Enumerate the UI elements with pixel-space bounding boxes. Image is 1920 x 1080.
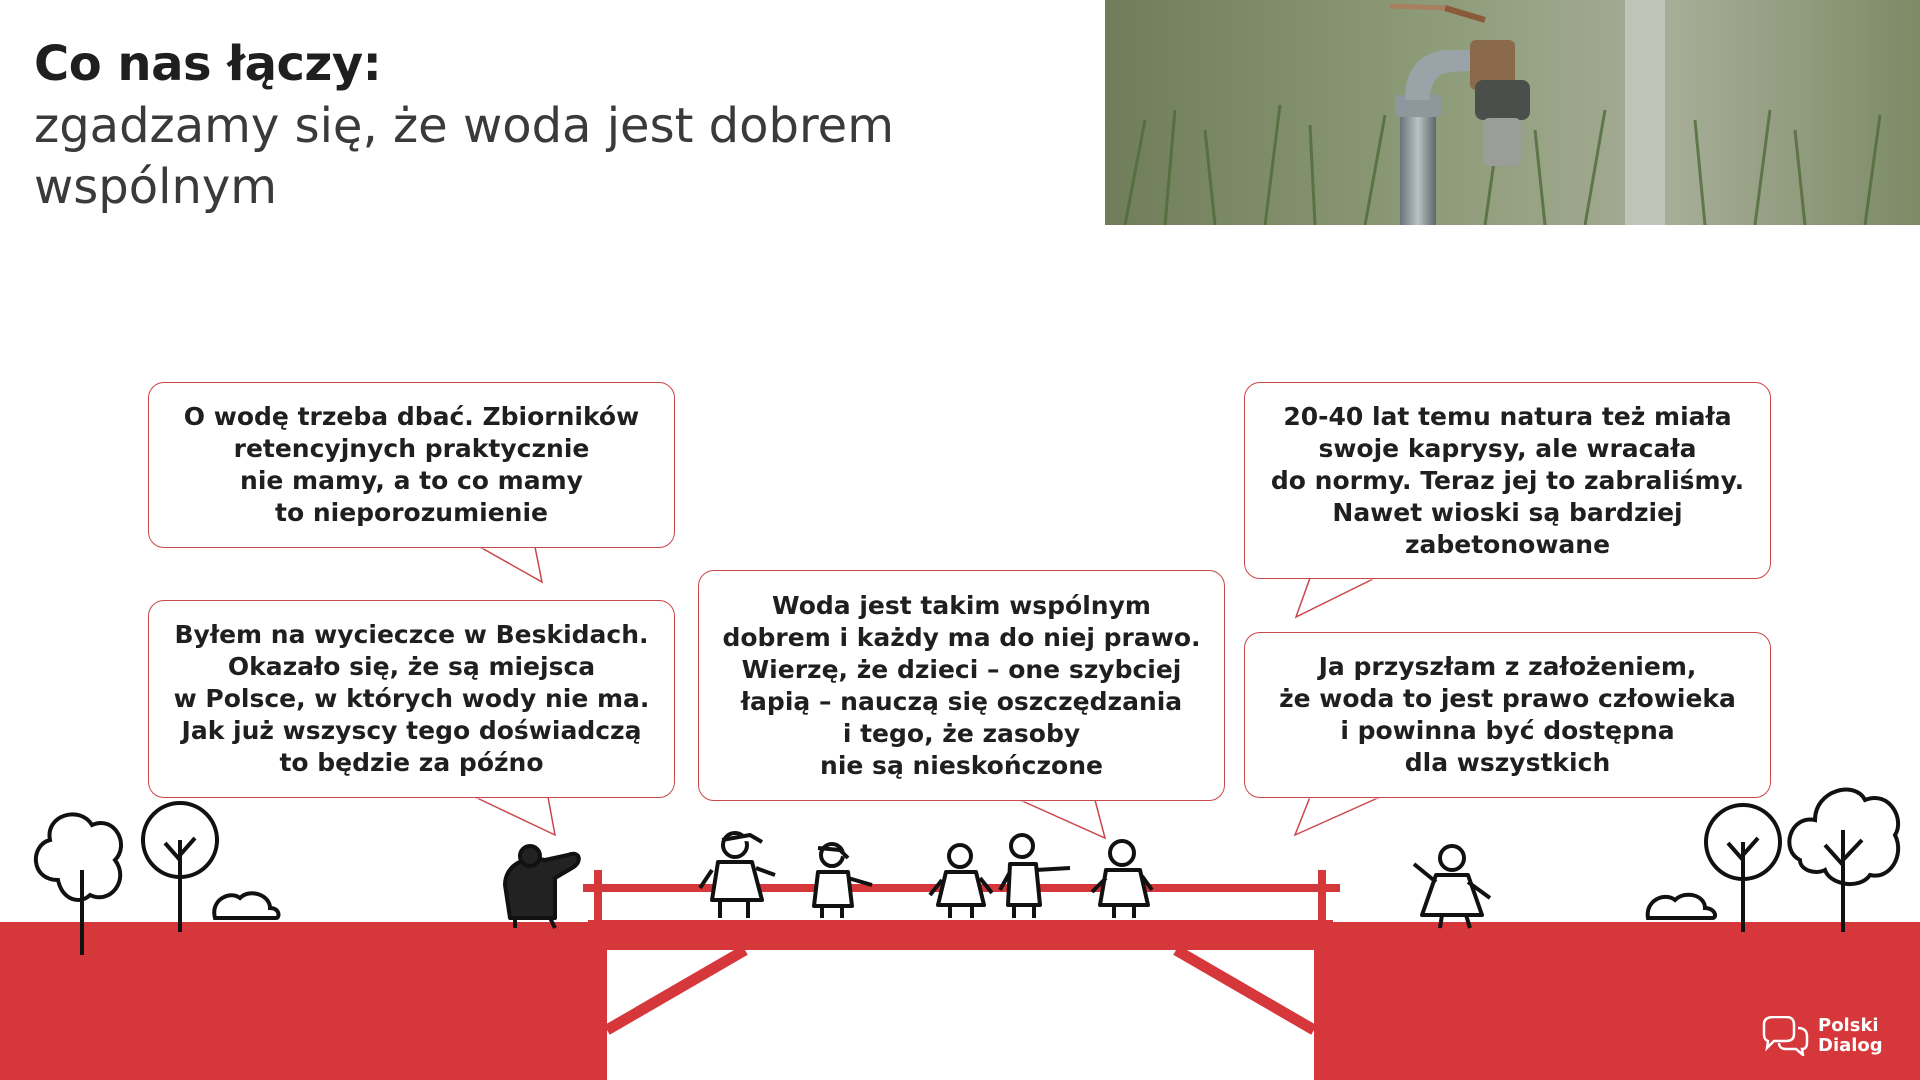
quote-bubble-2 [148,600,675,798]
quote-text-1: O wodę trzeba dbać. Zbiorników retencyjnych praktycznie nie mamy, a to co mamy to nieporozumienie [183,402,640,527]
quote-text-3: Woda jest takim wspólnym dobrem i każdy ma do niej prawo. Wierzę, że dzieci – one szybciej łapią – nauczą się oszczędzania i tego, że zasoby nie są nieskończone [722,590,1201,780]
speech-bubbles-icon [1758,1016,1810,1056]
quote-text-2: Byłem na wycieczce w Beskidach. Okazało się, że są miejsca w Polsce, w których wody nie ma. Jak już wszyscy tego doświadczą to będzie za późno [173,620,650,777]
person-3 [930,845,992,918]
quote-text-5: Ja przyszłam z założeniem, że woda to jest prawo człowieka i powinna być dostępna dla wszystkich [1279,652,1736,777]
logo-text: Polski Dialog [1818,1015,1883,1056]
quote-bubble-5 [1244,632,1771,798]
person-2 [814,844,872,918]
page-subtitle: zgadzamy się, że woda jest dobrem wspólnym [34,98,894,215]
bridge-deck [588,920,1333,950]
people [505,833,1490,928]
person-1 [700,833,775,918]
quote-bubble-1 [148,382,675,548]
trees-right [1648,790,1898,932]
quote-text-4: 20-40 lat temu natura też miała swoje kaprysy, ale wracała do normy. Teraz jej to zabraliśmy. Nawet wioski są bardziej zabetonowane [1270,401,1745,559]
person-left [505,846,579,928]
person-right [1414,846,1490,928]
quote-bubble-3 [698,570,1225,801]
page-title: Co nas łączy: [34,36,382,92]
person-5 [1092,841,1152,918]
person-4 [1000,835,1070,918]
quote-bubble-4 [1244,382,1771,579]
polski-dialog-logo [1758,1016,1883,1056]
